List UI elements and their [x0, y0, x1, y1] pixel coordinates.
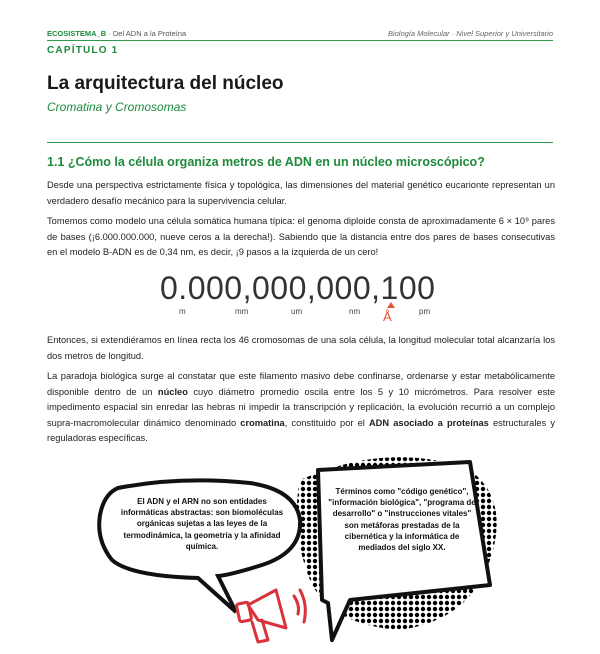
header-brand: ECOSISTEMA_B [47, 29, 107, 38]
right-bubble-text: Términos como "código genético", "información biológica", "programa de desarrollo" o "instrucciones vitales" son metáforas prestadas de la cibernética y la informática de mediados del siglo XX. [328, 487, 476, 553]
unit-um: um [291, 307, 303, 316]
unit-mm: mm [235, 307, 249, 316]
p4-text-a: La paradoja biológica surge al constatar que este filamento masivo debe confinarse, ordenarse y estar metabólicamente disponible dentro de un [47, 371, 555, 397]
chapter-title: La arquitectura del núcleo [47, 73, 284, 94]
scale-number: 0.000,000,000,100 [160, 270, 436, 306]
p4-bold-cromatina: cromatina [240, 417, 285, 428]
chapter-label: CAPÍTULO 1 [47, 45, 119, 56]
p4-text-g: estructurales y reguladoras específicas. [47, 417, 555, 443]
megaphone-icon [236, 590, 305, 642]
chapter-subtitle: Cromatina y Cromosomas [47, 100, 187, 114]
unit-pm: pm [419, 307, 431, 316]
unit-nm: nm [349, 307, 361, 316]
paragraph-2: Tomemos como modelo una célula somática humana típica: el genoma diploide consta de aproximadamente 6 × 10⁹ pares de bases (¡6.000.000.000, nueve ceros a la derecha!). Sabiendo que la distancia entre dos pares de bases consecutivas en el modelo B-ADN es de 0,34 nm, es decir, ¡9 pasos a la izquierda de un cero! [47, 216, 555, 257]
left-bubble-text: El ADN y el ARN no son entidades informáticas abstractas: son biomoléculas orgánicas sujetas a las leyes de la termodinámica, la geometría y la afinidad química. [120, 497, 284, 551]
p4-text-c: cuyo diámetro promedio oscila entre los 5 y 10 micrómetros. Para resolver este impedimento espacial sin enredar las hebras ni impedir la transcripción y replicación, la evolución recurrió a un complejo supra-macromolecular dinámico denominado [47, 386, 555, 428]
unit-angstrom: Å [383, 309, 392, 324]
paragraph-1: Desde una perspectiva estrictamente física y topológica, las dimensiones del material genético eucarionte representan un verdadero desafío mecánico para la supervivencia celular. [47, 180, 555, 206]
section-heading: 1.1 ¿Cómo la célula organiza metros de ADN en un núcleo microscópico? [47, 155, 485, 169]
paragraph-3: Entonces, si extendiéramos en línea recta los 46 cromosomas de una sola célula, la longitud molecular total alcanzaría los dos metros de longitud. [47, 335, 555, 361]
p4-text-e: , constituido por el [284, 417, 369, 428]
header-right: Biología Molecular · Nivel Superior y Universitario [387, 29, 553, 38]
p4-bold-nucleo: núcleo [157, 386, 188, 397]
header-separator: · [106, 29, 113, 38]
p4-bold-adn-proteinas: ADN asociado a proteínas [368, 417, 489, 428]
unit-m: m [179, 307, 186, 316]
header-book-title: Del ADN a la Proteína [112, 29, 187, 38]
